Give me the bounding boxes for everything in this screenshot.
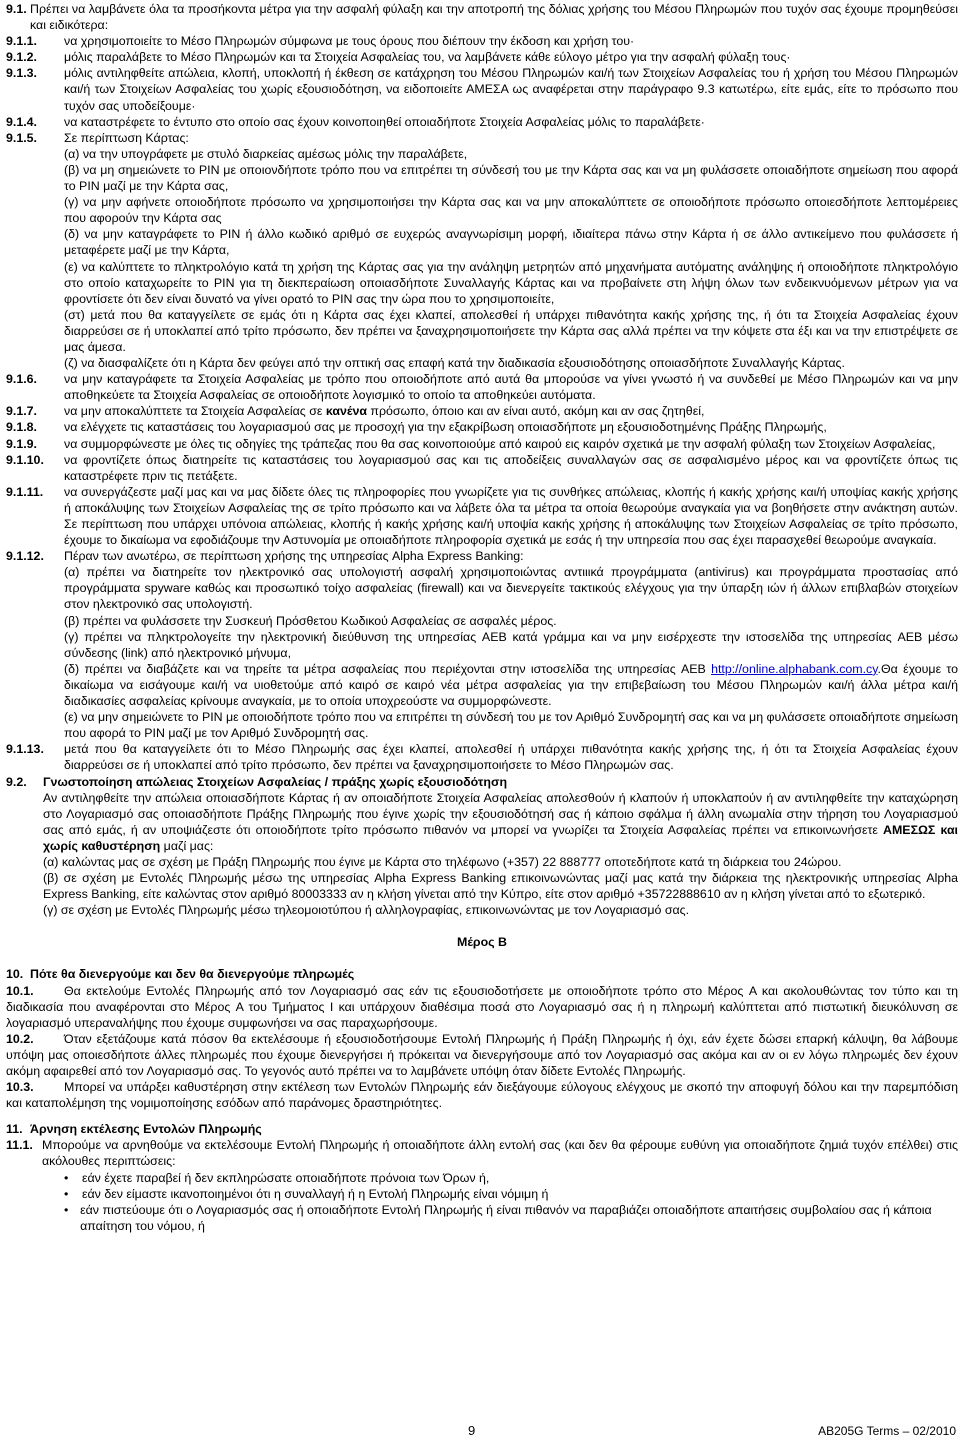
clause-9-1-1 xyxy=(6,33,958,49)
clause-text: μόλις παραλάβετε το Μέσο Πληρωμών και τα Στοιχεία Ασφαλείας του, να λαμβάνετε κάθε εύλογο μέτρο για την ασφαλή φύλαξη τους· xyxy=(64,50,791,65)
sub-item-d-post: .Θα έχουμε το δικαίωμα να εισάγουμε και/ή να υιοθετούμε από καιρό σε καιρό νέα μέτρα ασφαλείας για την επιβεβαίωση του Μέσου Πληρωμών και/ή άλλα μέτρα και/ή διαδικασίες ασφαλείας κρίνουμε αναγκαία, με το οποία υποχρεούστε να συμμορφώνεστε. xyxy=(64,661,958,709)
aeb-website-link[interactable]: http://online.alphabank.com.cy xyxy=(711,661,878,676)
clause-text-post: πρόσωπο, όποιο και αν είναι αυτό, ακόμη και αν σας ζητηθεί, xyxy=(366,404,705,419)
sub-item-b: (β) σε σχέση με Εντολές Πληρωμής μέσω της υπηρεσίας Alpha Express Banking επικοινωνώντας μαζί μας κατά την διάρκεια της ηλεκτρονικής υπηρεσίας Alpha Express Banking, είτε καλώντας στον αριθμό 80003333 αν η κλήση γίνεται από την Κύπρο, είτε στον αριθμό +35722888610 αν η κλήση γίνεται από το εξωτερικό. xyxy=(43,871,958,902)
clause-body xyxy=(64,548,958,741)
section-9-1 xyxy=(6,1,958,33)
clause-number: 10.3. xyxy=(6,1080,34,1095)
bullet-icon: • xyxy=(64,1186,69,1201)
clause-number: 9.1.5. xyxy=(6,130,38,145)
sub-item-a: (α) καλώντας μας σε σχέση με Πράξη Πληρωμής που έγινε με Κάρτα στο τηλέφωνο (+357) 22 888777 οποτεδήποτε κατά τη διάρκεια του 24ώρου. xyxy=(43,854,842,869)
bullet-text: εάν πιστεύουμε ότι ο Λογαριασμός σας ή οποιαδήποτε Εντολή Πληρωμής ή είναι πιθανόν να παραβιάζει οποιαδήποτε απαιτήσεις συμβολαίου σας ή κάποια απαίτηση του νόμου, ή xyxy=(80,1202,932,1233)
clause-9-1-8 xyxy=(6,419,958,435)
bullet-icon: • xyxy=(64,1170,69,1185)
clause-11-1 xyxy=(6,1137,958,1169)
section-number: 10. xyxy=(6,967,24,982)
clause-9-1-4 xyxy=(6,114,958,130)
clause-text: να συνεργάζεστε μαζί μας και να μας δίδετε όλες τις πληροφορίες που γνωρίζετε για τις συνθήκες απώλειας, κλοπής ή κακής χρήσης και/ή υποψίας κακής χρήσης ή αποκάλυψης των Στοιχείων Ασφαλείας της σε τρίτο πρόσωπο και να λάβετε όλα τα μέτρα τα οποία θεωρούμε αναγκαία για να βοηθήσετε στην ανάκτηση αυτών. Σε περίπτωση που υπάρχει υπόνοια απώλειας, κλοπής ή κακής χρήσης και/ή υποψία κακής χρήσης ή αποκάλυψης των Στοιχείων Ασφαλείας σε τρίτο πρόσωπο, έχουμε το δικαίωμα να εφοδιάζουμε την Αστυνομία με οποιαδήποτε πληροφορία σχετικά με εσάς ή την υπηρεσία που σας έχει παρασχεθεί θεωρούμε αναγκαία. xyxy=(64,484,958,548)
sub-item-g: (ζ) να διασφαλίζετε ότι η Κάρτα δεν φεύγει από την οπτική σας επαφή κατά την διαδικασία εξουσιοδότησης οποιασδήποτε Συναλλαγής Κάρτας. xyxy=(64,356,845,371)
document-code: AB205G Terms – 02/2010 xyxy=(818,1424,956,1438)
clause-number: 9.1.2. xyxy=(6,50,38,65)
clause-text-pre: να μην αποκαλύπτετε τα Στοιχεία Ασφαλείας σε xyxy=(64,404,326,419)
clause-number: 10.1. xyxy=(6,983,34,998)
document-body xyxy=(6,1,958,1234)
section-title: Πότε θα διενεργούμε και δεν θα διενεργούμε πληρωμές xyxy=(30,967,355,982)
sub-item-a: (α) να την υπογράφετε με στυλό διαρκείας αμέσως μόλις την παραλάβετε, xyxy=(64,146,468,161)
clause-number: 9.1.3. xyxy=(6,66,38,81)
clause-text: να συμμορφώνεστε με όλες τις οδηγίες της τράπεζας που θα σας κοινοποιούμε από καιρού εις καιρόν σχετικά με την ασφαλή φύλαξη των Στοιχείων Ασφαλείας, xyxy=(64,436,936,451)
clause-intro: Πέραν των ανωτέρω, σε περίπτωση χρήσης της υπηρεσίας Alpha Express Banking: xyxy=(64,549,524,564)
clause-number: 9.1.7. xyxy=(6,404,38,419)
sub-item-b: (β) πρέπει να φυλάσσετε την Συσκευή Πρόσθετου Κωδικού Ασφαλείας σε ασφαλές μέρος. xyxy=(64,613,557,628)
clause-9-1-7 xyxy=(6,403,958,419)
clause-number: 9.1.1. xyxy=(6,34,38,49)
clause-number: 9.1.6. xyxy=(6,372,38,387)
bullet-item xyxy=(64,1202,958,1234)
page-footer xyxy=(0,1423,960,1439)
clause-number: 11.1. xyxy=(6,1138,33,1153)
clause-9-1-3 xyxy=(6,65,958,113)
clause-9-1-11 xyxy=(6,484,958,548)
paragraph-post: μαζί μας: xyxy=(160,838,214,853)
clause-text: Μπορούμε να αρνηθούμε να εκτελέσουμε Εντολή Πληρωμής ή οποιαδήποτε άλλη εντολή σας (και δεν θα φέρουμε ευθύνη για οποιαδήποτε ζημιά τυχόν επέλθει) στις ακόλουθες περιπτώσεις: xyxy=(42,1138,958,1169)
section-9-2-heading xyxy=(6,774,958,790)
sub-item-a: (α) πρέπει να διατηρείτε τον ηλεκτρονικό σας υπολογιστή ασφαλή χρησιμοποιώντας αντιιικά προγράμματα (antivirus) και προγράμματα προστασίας από προγράμματα spyware καθώς και προσωπικό τοίχο ασφαλείας (firewall) και να διενεργείτε τακτικούς ελέγχους για την ύπαρξη ιών ή άλλων επιβλαβών στοιχείων στον ηλεκτρονικό σας υπολογιστή. xyxy=(64,565,958,612)
clause-number: 9.1.10. xyxy=(6,452,44,467)
clause-text: να φροντίζετε όπως διατηρείτε τις καταστάσεις του λογαριασμού σας και τις αποδείξεις συναλλαγών σας σε ασφαλισμένο μέρος και να φροντίζετε όπως τις καταστρέφετε πριν τις πετάξετε. xyxy=(64,452,958,483)
sub-item-e: (ε) να καλύπτετε το πληκτρολόγιο κατά τη χρήση της Κάρτας σας για την ανάληψη μετρητών από μηχανήματα αυτόματης ανάληψης ή οποιοδήποτε πληκτρολόγιο στο οποίο καταχωρείτε το PIN για τη διεκπεραίωση οποιασδήποτε Συναλλαγής Κάρτας και να προβαίνετε στη λήψη όλων των ενδεικνυόμενων μέτρων για να φροντίσετε ότι δεν είναι δυνατό να γίνει ορατό το PIN σας την ώρα που το χρησιμοποιείτε, xyxy=(64,259,958,306)
clause-number: 9.1.12. xyxy=(6,549,44,564)
clause-text: να καταστρέφετε το έντυπο στο οποίο σας έχουν κοινοποιηθεί οποιαδήποτε Στοιχεία Ασφαλείας μόλις το παραλάβετε· xyxy=(64,114,705,129)
sub-item-d-pre: (δ) πρέπει να διαβάζετε και να τηρείτε τα μέτρα ασφαλείας που περιέχονται στην ιστοσελίδα της υπηρεσίας AEB xyxy=(64,661,706,676)
clause-number: 9.1.13. xyxy=(6,742,44,757)
clause-10-2 xyxy=(6,1031,958,1079)
clause-text: Θα εκτελούμε Εντολές Πληρωμής από τον Λογαριασμό σας εάν τις εξουσιοδοτήσετε με οποιοδήποτε τρόπο στο Μέρος A και ακολουθώντας τον τύπο και τη διαδικασία που αναφέρονται στο Μέρος A του Τμήματος I και υπάρχουν διαθέσιμα ποσά στο Λογαριασμό σας ή η πληρωμή καλύπτεται από πιστωτική διευκόλυνση σε λογαριασμό υπεραναλήψης που έχουμε συμφωνήσει να σας παραχωρήσουμε. xyxy=(6,983,958,1030)
clause-9-1-9 xyxy=(6,436,958,452)
clause-text: να μην καταγράφετε τα Στοιχεία Ασφαλείας με τρόπο που οποιοδήποτε από αυτά θα μπορούσε να γίνει γνωστό ή να συνδεθεί με Μέσο Πληρωμών και να μην αποθηκεύετε τα Στοιχεία Ασφαλείας σε οποιοδήποτε λογισμικό το οποίο τα αποθηκεύει αυτόματα. xyxy=(64,372,958,403)
clause-body xyxy=(64,130,958,371)
paragraph-pre: Αν αντιληφθείτε την απώλεια οποιασδήποτε Κάρτας ή αν οποιαδήποτε Στοιχεία Ασφαλείας απολεσθούν ή κλαπούν ή υποκλαπούν ή αν αντιληφθείτε την καταχώρηση στο Λογαριασμό σας οποιασδήποτε Πράξης Πληρωμής που έγινε χωρίς την εξουσιοδότησή σας ή κάποιο σφάλμα ή άλλη ανωμαλία στην τήρηση του Λογαριασμού σας από εμάς, ή αν υποψιάζεστε ότι οποιοδήποτε τρίτο πρόσωπο πιθανόν να μπορεί να γνωρίζει τα Στοιχεία Ασφαλείας πρέπει να επικοινωνήσετε xyxy=(43,790,958,837)
clause-text: Όταν εξετάζουμε κατά πόσον θα εκτελέσουμε ή εξουσιοδοτήσουμε Εντολή Πληρωμής ή Πράξη Πληρωμής ή όχι, εάν έχετε δώσει επαρκή κάλυψη, θα λάβουμε υπόψη μας οποιεσδήποτε άλλες πληρωμές που έχουμε διενεργήσει ή πρόκειται να διενεργήσουμε από τον Λογαριασμό σας ακόμα και αν οι εν λόγω πληρωμές δεν έχουν ακόμη αφαιρεθεί από τον Λογαριασμό σας. Το γεγονός αυτό πρέπει να το λαμβάνετε υπόψη όταν δίδετε Εντολές Πληρωμής. xyxy=(6,1031,958,1078)
clause-9-1-2 xyxy=(6,49,958,65)
sub-item-c: (γ) σε σχέση με Εντολές Πληρωμής μέσω τηλεομοιοτύπου ή αλληλογραφίας, επικοινωνώντας με τον Λογαριασμό σας. xyxy=(43,903,690,918)
section-paragraph xyxy=(43,790,958,854)
sub-item-d xyxy=(64,661,958,709)
sub-item-c: (γ) πρέπει να πληκτρολογείτε την ηλεκτρονική διεύθυνση της υπηρεσίας AEB κατά γράμμα και να μην εισέρχεστε την ιστοσελίδα της υπηρεσίας AEB μέσω σύνδεσης (link) από ηλεκτρονικό μήνυμα, xyxy=(64,629,958,660)
clause-10-3 xyxy=(6,1079,958,1111)
clause-9-1-5 xyxy=(6,130,958,371)
section-text: Πρέπει να λαμβάνετε όλα τα προσήκοντα μέτρα για την ασφαλή φύλαξη και την αποτροπή της δόλιας χρήσης του Μέσου Πληρωμών που τυχόν σας έχουμε προμηθεύσει και ειδικότερα: xyxy=(30,2,958,33)
clause-9-1-12 xyxy=(6,548,958,741)
bullet-item xyxy=(64,1186,958,1202)
sub-item-e: (ε) να μην σημειώνετε το PIN με οποιοδήποτε τρόπο που να επιτρέπει τη σύνδεσή του με τον Αριθμό Συνδρομητή σας και να μη φυλάσσετε οποιαδήποτε σημείωση που αφορά το PIN μαζί με τον Αριθμό Συνδρομητή σας. xyxy=(64,710,958,741)
clause-text: να ελέγχετε τις καταστάσεις του λογαριασμού σας με προσοχή για την εξακρίβωση οποιασδήποτε μη εξουσιοδοτημένης Πράξης Πληρωμής, xyxy=(64,420,827,435)
part-b-heading: Μέρος Β xyxy=(457,935,507,950)
clause-text: μόλις αντιληφθείτε απώλεια, κλοπή, υποκλοπή ή έκθεση σε κατάχρηση του Μέσου Πληρωμών και/ή των Στοιχείων Ασφαλείας του ή χρήση του Μέσου Πληρωμών και/ή των Στοιχείων Ασφαλείας του χωρίς εξουσιοδότηση, να ειδοποιείτε ΑΜΕΣΑ ως αναφέρεται στην παράγραφο 9.3 κατωτέρω, είτε εμάς, είτε το πρόσωπο που τυχόν σας υποδείξουμε· xyxy=(64,66,958,113)
clause-number: 9.1.11. xyxy=(6,484,44,499)
section-title: Άρνηση εκτέλεσης Εντολών Πληρωμής xyxy=(30,1122,262,1137)
bullet-text: εάν δεν είμαστε ικανοποιημένοι ότι η συναλλαγή ή η Εντολή Πληρωμής είναι νόμιμη ή xyxy=(82,1186,549,1201)
sub-item-b: (β) να μη σημειώνετε το PIN με οποιονδήποτε τρόπο που να επιτρέπει τη σύνδεσή του με την Κάρτα σας και να μη φυλάσσετε οποιαδήποτε σημείωση που αφορά το PIN μαζί με την Κάρτα σας, xyxy=(64,162,958,194)
clause-text-bold: κανένα xyxy=(325,404,367,419)
bullet-text: εάν έχετε παραβεί ή δεν εκπληρώσατε οποιαδήποτε πρόνοια των Όρων ή, xyxy=(82,1170,490,1185)
sub-item-c: (γ) να μην αφήνετε οποιοδήποτε πρόσωπο να χρησιμοποιήσει την Κάρτα σας και να μην αποκαλύπτετε σε οποιοδήποτε πρόσωπο οποιεσδήποτε λεπτομέρειες που αφορούν την Κάρτα σας xyxy=(64,195,958,226)
clause-9-1-6 xyxy=(6,371,958,403)
section-number: 11. xyxy=(6,1122,23,1137)
sub-item-f: (στ) μετά που θα καταγγείλετε σε εμάς ότι η Κάρτα σας έχει κλαπεί, απολεσθεί ή υπάρχει πιθανότητα κακής χρήσης της, ή ότι τα Στοιχεία Ασφαλείας έχουν διαρρεύσει σε ή υποκλαπεί από τρίτο πρόσωπο, δεν πρέπει να ξαναχρησιμοποιήσετε την Κάρτα σας αλλά πρέπει να την κόψετε στα έξι και να την επιστρέψετε σε μας άμεσα. xyxy=(64,307,958,354)
section-10-heading xyxy=(6,966,958,982)
section-number: 9.2. xyxy=(6,774,27,789)
section-title: Γνωστοποίηση απώλειας Στοιχείων Ασφαλείας / πράξης χωρίς εξουσιοδότηση xyxy=(43,774,508,789)
clause-number: 9.1.8. xyxy=(6,420,38,435)
clause-text xyxy=(64,403,958,419)
clause-9-1-10 xyxy=(6,452,958,484)
clause-intro: Σε περίπτωση Κάρτας: xyxy=(64,130,189,145)
clause-10-1 xyxy=(6,983,958,1031)
sub-item-d: (δ) να μην καταγράφετε το PIN ή άλλο κωδικό αριθμό σε ευχερώς αναγνωρίσιμη μορφή, ιδιαίτερα πάνω στην Κάρτα ή σε άλλο αντικείμενο που φυλάσσετε ή μεταφέρετε μαζί με την Κάρτα, xyxy=(64,227,958,258)
clause-number: 9.1.9. xyxy=(6,436,38,451)
page-number: 9 xyxy=(468,1423,476,1438)
clause-number: 10.2. xyxy=(6,1031,34,1046)
bullet-item xyxy=(64,1170,958,1186)
clause-text: μετά που θα καταγγείλετε ότι το Μέσο Πληρωμής σας έχει κλαπεί, απολεσθεί ή υπάρχει πιθανότητα κακής χρήσης της, ή ότι τα Στοιχεία Ασφαλείας έχουν διαρρεύσει σε ή υποκλαπεί από τρίτο πρόσωπο, δεν πρέπει να ξαναχρησιμοποιήσετε το Μέσο Πληρωμών σας. xyxy=(64,742,958,773)
clause-9-1-13 xyxy=(6,741,958,773)
section-9-2-body xyxy=(6,790,958,919)
bullet-icon: • xyxy=(64,1202,69,1217)
paragraph-bold: ΑΜΕΣΩΣ και χωρίς καθυστέρηση xyxy=(43,822,958,853)
section-11-heading xyxy=(6,1121,958,1137)
clause-text: Μπορεί να υπάρξει καθυστέρηση στην εκτέλεση των Εντολών Πληρωμής εάν διεξάγουμε εύλογους ελέγχους με σκοπό την αποφυγή δόλου και την παρεμπόδιση και καταπολέμηση της νομιμοποίησης εσόδων από παράνομες δραστηριότητες. xyxy=(6,1080,958,1111)
clause-number: 9.1.4. xyxy=(6,114,38,129)
section-number: 9.1. xyxy=(6,2,27,16)
clause-text: να χρησιμοποιείτε το Μέσο Πληρωμών σύμφωνα με τους όρους που διέπουν την έκδοση και χρήση του· xyxy=(64,34,635,49)
